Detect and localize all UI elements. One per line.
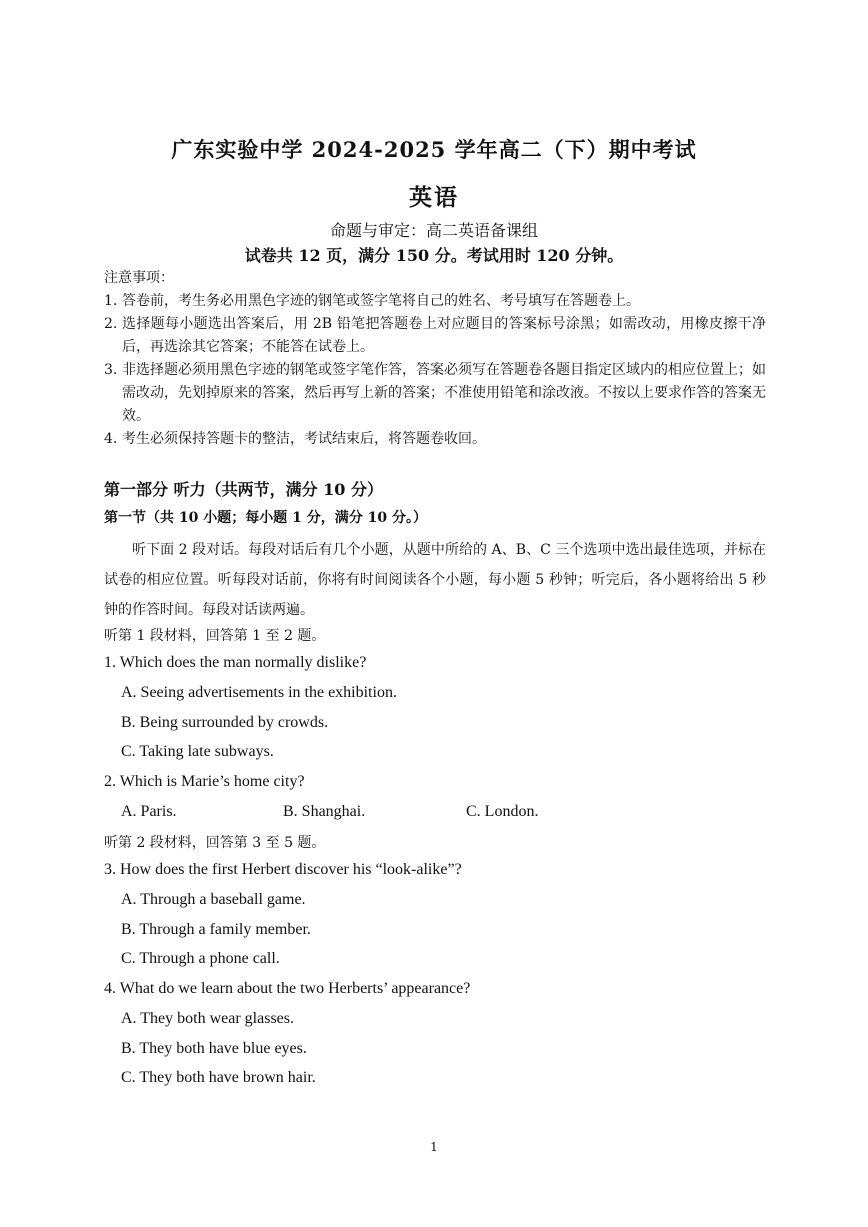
- notice-item-text: 答卷前，考生务必用黑色字迹的钢笔或签字笔将自己的姓名、考号填写在答题卷上。: [122, 293, 640, 309]
- question-option: B. Shanghai.: [283, 803, 366, 820]
- notice-item-text: 非选择题必须用黑色字迹的钢笔或签字笔作答，答案必须写在答题卷各题目指定区域内的相应位置上；如需改动，先划掉原来的答案，然后再写上新的答案；不准使用铅笔和涂改液。不按以上要求作答的答案无效。: [122, 362, 766, 424]
- notice-item: [104, 428, 766, 451]
- question-option: C. They both have brown hair.: [121, 1069, 316, 1086]
- notice-item: [104, 290, 766, 313]
- exam-title: 广东实验中学 2024-2025 学年高二（下）期中考试: [171, 137, 697, 162]
- section-title: 第一节（共 10 小题；每小题 1 分，满分 10 分。）: [104, 510, 427, 526]
- listening-directions: 听下面 2 段对话。每段对话后有几个小题，从题中所给的 A、B、C 三个选项中选出最佳选项，并标在试卷的相应位置。听每段对话前，你将有时间阅读各个小题，每小题 5 秒钟；听完后，各小题将给出 5 秒钟的作答时间。每段对话读两遍。: [104, 542, 766, 618]
- page-number: 1: [430, 1140, 438, 1154]
- question-option: C. Through a phone call.: [121, 950, 280, 967]
- notice-heading: 注意事项：: [104, 270, 174, 286]
- notice-item-number: 4.: [104, 431, 118, 447]
- setter-line: 命题与审定：高二英语备课组: [329, 221, 538, 240]
- question-option: B. They both have blue eyes.: [121, 1040, 307, 1057]
- notice-item-number: 1.: [104, 293, 118, 309]
- question-option: C. London.: [466, 803, 539, 820]
- question-stem: 3. How does the first Herbert discover his “look-alike”?: [104, 861, 462, 878]
- notice-item-text: 选择题每小题选出答案后，用 2B 铅笔把答题卷上对应题目的答案标号涂黑；如需改动，用橡皮擦干净后，再选涂其它答案；不能答在试卷上。: [122, 316, 766, 355]
- notice-item-number: 3.: [104, 362, 118, 378]
- question-option: A. Through a baseball game.: [121, 891, 306, 908]
- part-title: 第一部分 听力（共两节，满分 10 分）: [104, 480, 383, 499]
- question-option: B. Being surrounded by crowds.: [121, 714, 329, 731]
- question-option: A. Paris.: [121, 803, 177, 820]
- question-option: B. Through a family member.: [121, 921, 311, 938]
- question-option: C. Taking late subways.: [121, 743, 274, 760]
- notice-item: [104, 359, 766, 428]
- subject-heading: 英语: [409, 184, 459, 211]
- question-stem: 4. What do we learn about the two Herberts’ appearance?: [104, 980, 471, 997]
- question-stem: 2. Which is Marie’s home city?: [104, 773, 305, 790]
- exam-info: 试卷共 12 页，满分 150 分。考试用时 120 分钟。: [244, 246, 624, 265]
- material-instruction: 听第 2 段材料，回答第 3 至 5 题。: [104, 835, 326, 851]
- notice-item: [104, 313, 766, 359]
- notice-item-text: 考生必须保持答题卡的整洁，考试结束后，将答题卷收回。: [122, 431, 486, 447]
- material-instruction: 听第 1 段材料，回答第 1 至 2 题。: [104, 628, 326, 644]
- question-option: A. They both wear glasses.: [121, 1010, 294, 1027]
- question-stem: 1. Which does the man normally dislike?: [104, 654, 367, 671]
- notice-item-number: 2.: [104, 316, 118, 332]
- question-option: A. Seeing advertisements in the exhibition.: [121, 684, 397, 701]
